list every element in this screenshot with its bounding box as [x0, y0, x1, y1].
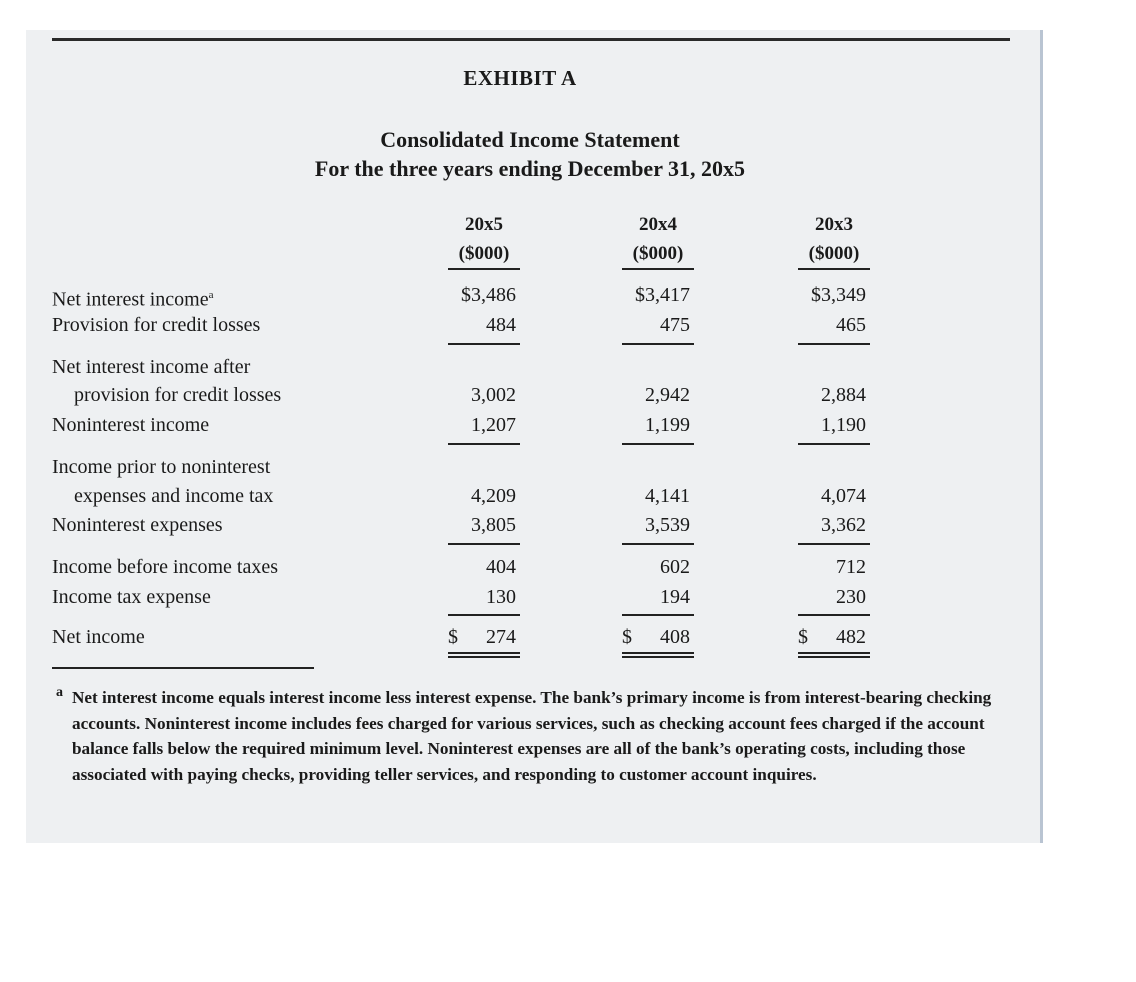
subtotal-rule [448, 343, 520, 345]
row-label-noninterest-expenses: Noninterest expenses [52, 514, 223, 536]
footnote-text: Net interest income equals interest income less interest expense. The bank’s primary income is from interest-bearing checking accounts. Noninterest income includes fees charged for various services, such as checking account fees charged if the account balance falls below the required minimum level. Noninterest expenses are all of the bank’s operating costs, including those associated with paying checks, providing teller services, and responding to customer account inquires. [72, 688, 992, 784]
cell-value: 274 [486, 626, 516, 648]
row-label-income-tax-expense: Income tax expense [52, 586, 211, 608]
cell-value: 475 [660, 314, 690, 336]
page-edge [1040, 30, 1043, 843]
subtotal-rule [798, 343, 870, 345]
column-year: 20x5 [465, 214, 503, 235]
column-header-20x5 [448, 210, 520, 270]
currency-symbol: $ [798, 626, 808, 648]
cell-value: $3,417 [635, 284, 690, 306]
cell-value: 130 [486, 586, 516, 608]
statement-title: Consolidated Income Statement [380, 127, 680, 152]
subtotal-rule [448, 543, 520, 545]
column-year: 20x4 [639, 214, 677, 235]
currency-symbol: $ [448, 626, 458, 648]
subtotal-rule [622, 543, 694, 545]
net-income-cell [448, 622, 516, 652]
row-label-nii-after-provision: Net interest income after [52, 356, 251, 378]
exhibit-label: EXHIBIT A [463, 66, 577, 90]
subtotal-rule [622, 614, 694, 616]
cell-value: 408 [660, 626, 690, 648]
subtotal-rule [798, 543, 870, 545]
cell-value: 3,362 [821, 514, 866, 536]
subtotal-rule [798, 614, 870, 616]
subtotal-rule [622, 343, 694, 345]
cell-value: 4,209 [471, 485, 516, 507]
cell-value: 230 [836, 586, 866, 608]
subtotal-rule [448, 614, 520, 616]
row-label-nii-after-provision-cont: provision for credit losses [74, 384, 282, 406]
total-double-rule [798, 652, 870, 658]
statement-subtitle: For the three years ending December 31, 20x5 [314, 156, 746, 181]
row-label-net-interest-income: Net interest income$^a$ [52, 288, 214, 311]
column-unit: ($000) [798, 239, 870, 270]
footnote-rule [52, 667, 314, 669]
column-unit: ($000) [622, 239, 694, 270]
subtotal-rule [448, 443, 520, 445]
footnote-marker: a [56, 685, 63, 700]
cell-value: 3,002 [471, 384, 516, 406]
cell-value: 1,207 [471, 414, 516, 436]
cell-value: 2,884 [821, 384, 866, 406]
cell-value: 4,141 [645, 485, 690, 507]
subtotal-rule [798, 443, 870, 445]
net-income-cell [798, 622, 866, 652]
row-label-income-before-taxes: Income before income taxes [52, 556, 279, 578]
total-double-rule [448, 652, 520, 658]
column-header-20x3 [798, 210, 870, 270]
column-unit: ($000) [448, 239, 520, 270]
cell-value: 482 [836, 626, 866, 648]
cell-value: 1,190 [821, 414, 866, 436]
row-label-net-income: Net income [52, 626, 145, 648]
column-year: 20x3 [815, 214, 853, 235]
cell-value: 194 [660, 586, 690, 608]
cell-value: $3,486 [461, 284, 516, 306]
cell-value: 4,074 [821, 485, 866, 507]
cell-value: 1,199 [645, 414, 690, 436]
cell-value: 3,805 [471, 514, 516, 536]
currency-symbol: $ [622, 626, 632, 648]
cell-value: 3,539 [645, 514, 690, 536]
cell-value: 712 [836, 556, 866, 578]
net-income-cell [622, 622, 690, 652]
row-label-provision: Provision for credit losses [52, 314, 261, 336]
subtotal-rule [622, 443, 694, 445]
row-label-income-prior-cont: expenses and income tax [74, 485, 274, 507]
footnote-marker: a [208, 289, 214, 301]
cell-value: $3,349 [811, 284, 866, 306]
row-label-income-prior: Income prior to noninterest [52, 456, 271, 478]
top-rule [52, 38, 1010, 41]
column-header-20x4 [622, 210, 694, 270]
cell-value: 2,942 [645, 384, 690, 406]
cell-value: 484 [486, 314, 516, 336]
cell-value: 602 [660, 556, 690, 578]
row-label-noninterest-income: Noninterest income [52, 414, 210, 436]
total-double-rule [622, 652, 694, 658]
cell-value: 404 [486, 556, 516, 578]
cell-value: 465 [836, 314, 866, 336]
